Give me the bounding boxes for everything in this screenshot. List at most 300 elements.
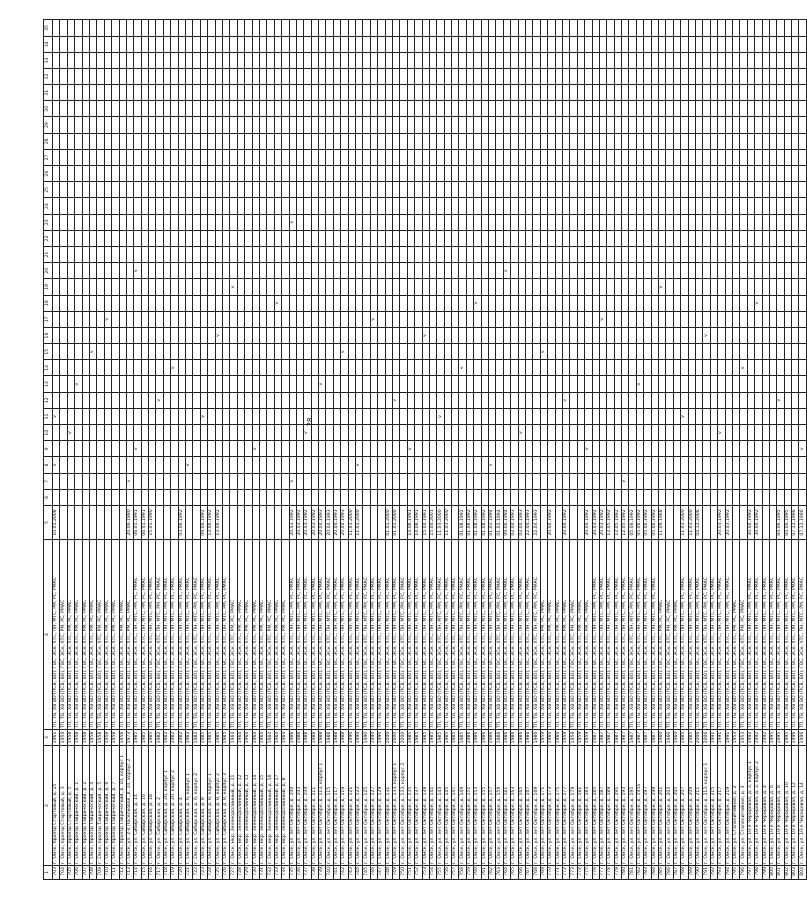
empty-cell <box>548 166 555 182</box>
empty-cell <box>348 36 355 52</box>
empty-cell <box>356 230 363 246</box>
empty-cell <box>695 360 702 376</box>
empty-cell <box>53 20 60 36</box>
empty-cell <box>496 279 503 295</box>
empty-cell <box>186 311 193 327</box>
empty-cell <box>348 68 355 84</box>
empty-cell <box>363 425 370 441</box>
empty-cell <box>378 376 385 392</box>
empty-cell <box>562 279 569 295</box>
empty-cell <box>163 85 170 101</box>
empty-cell <box>319 327 326 343</box>
empty-cell <box>363 214 370 230</box>
empty-cell <box>762 214 769 230</box>
empty-cell <box>134 360 141 376</box>
empty-cell <box>171 425 178 441</box>
empty-cell <box>363 52 370 68</box>
empty-cell <box>319 473 326 489</box>
empty-cell <box>452 36 459 52</box>
empty-cell <box>296 327 303 343</box>
empty-cell <box>651 425 658 441</box>
empty-cell <box>60 344 67 360</box>
empty-cell <box>592 85 599 101</box>
empty-cell <box>422 101 429 117</box>
cell-sys: ТП, ТВ, ХВ ВО (ПСВ, ВО), ГВС, ЭСн, ХТС, ПН, МТС, РМ, РС, РМАС <box>356 540 363 730</box>
cell-date: 20.04.1993 <box>319 506 326 540</box>
empty-cell <box>348 441 355 457</box>
empty-cell <box>511 85 518 101</box>
empty-cell <box>163 392 170 408</box>
empty-cell <box>296 376 303 392</box>
empty-cell <box>304 230 311 246</box>
empty-cell <box>89 473 96 489</box>
cell-year: 1990 <box>348 730 355 746</box>
empty-cell <box>466 247 473 263</box>
empty-cell <box>747 263 754 279</box>
empty-cell <box>452 85 459 101</box>
empty-cell <box>481 101 488 117</box>
empty-cell <box>222 230 229 246</box>
empty-cell <box>481 311 488 327</box>
empty-cell <box>673 101 680 117</box>
cell-year: 1985 <box>688 730 695 746</box>
empty-cell <box>208 52 215 68</box>
cell-date: 20.03.1992 <box>289 506 296 540</box>
empty-cell <box>156 36 163 52</box>
empty-cell <box>673 344 680 360</box>
empty-cell <box>356 408 363 424</box>
empty-cell <box>599 327 606 343</box>
empty-cell <box>304 198 311 214</box>
empty-cell <box>607 327 614 343</box>
empty-cell <box>644 408 651 424</box>
empty-cell <box>540 360 547 376</box>
empty-cell <box>636 441 643 457</box>
empty-cell <box>629 36 636 52</box>
empty-cell <box>274 149 281 165</box>
empty-cell <box>732 425 739 441</box>
empty-cell <box>200 182 207 198</box>
empty-cell <box>311 408 318 424</box>
empty-cell <box>134 85 141 101</box>
column-header: 11 <box>44 408 53 424</box>
check-mark: v <box>370 311 377 327</box>
empty-cell <box>97 101 104 117</box>
empty-cell <box>67 230 74 246</box>
empty-cell <box>319 247 326 263</box>
empty-cell <box>267 295 274 311</box>
empty-cell <box>466 214 473 230</box>
cell-year: 2000 <box>392 730 399 746</box>
empty-cell <box>688 230 695 246</box>
empty-cell <box>215 182 222 198</box>
empty-cell <box>186 149 193 165</box>
cell-n: 768 <box>533 866 540 880</box>
empty-cell <box>769 230 776 246</box>
empty-cell <box>481 36 488 52</box>
empty-cell <box>577 392 584 408</box>
empty-cell <box>119 263 126 279</box>
cell-addr: г. Омск, ул. Сталелитейная, д. 3 <box>740 746 747 866</box>
empty-cell <box>215 166 222 182</box>
empty-cell <box>274 425 281 441</box>
table-row <box>570 20 577 880</box>
empty-cell <box>252 425 259 441</box>
empty-cell <box>171 408 178 424</box>
empty-cell <box>296 247 303 263</box>
empty-cell <box>370 263 377 279</box>
empty-cell <box>562 473 569 489</box>
empty-cell <box>459 68 466 84</box>
cell-sys: ТП, ТВ, ХВ ВО (ПСВ, ВО), ГВС, ЭСн, ХТС, ПН, МТС, РМ, РС, РМАС <box>407 540 414 730</box>
empty-cell <box>400 344 407 360</box>
empty-cell <box>97 457 104 473</box>
empty-cell <box>762 360 769 376</box>
empty-cell <box>437 376 444 392</box>
cell-sys: ТП, ТВ, ХВ ВО (ПСВ, ВО), ГВС, ЭСн, ХТС, ПН, МТС, РМ, РС, РМАС <box>215 540 222 730</box>
empty-cell <box>577 279 584 295</box>
empty-cell <box>400 52 407 68</box>
cell-n: 786 <box>666 866 673 880</box>
cell-year: 1961 <box>53 730 60 746</box>
empty-cell <box>67 198 74 214</box>
empty-cell <box>193 68 200 84</box>
empty-cell <box>437 85 444 101</box>
empty-cell <box>415 117 422 133</box>
empty-cell <box>651 408 658 424</box>
empty-cell <box>208 441 215 457</box>
empty-cell <box>252 344 259 360</box>
cell-addr: г. Омск, ул. 10-я Чередовая, д. 4 <box>762 746 769 866</box>
empty-cell <box>533 360 540 376</box>
cell-date: 09.06.1994 <box>503 506 510 540</box>
cell-addr: г. Омск, ул. Сталелитейная, д. 2 <box>732 746 739 866</box>
empty-cell <box>67 263 74 279</box>
empty-cell <box>415 311 422 327</box>
empty-cell <box>511 327 518 343</box>
cell-n: 717 <box>156 866 163 880</box>
cell-addr: г. Омск, ул. лет Октября, д. 205 <box>673 746 680 866</box>
cell-sys: ТП, ТВ, ХВ ВО (ПСВ, ВО), ГВС, ЭСн, ХТС, ПН, МТС, РМ, РС, РМАС <box>415 540 422 730</box>
empty-cell <box>799 166 806 182</box>
empty-cell <box>599 68 606 84</box>
table-row <box>777 20 784 880</box>
empty-cell <box>703 360 710 376</box>
empty-cell <box>400 457 407 473</box>
empty-cell <box>747 295 754 311</box>
empty-cell <box>193 295 200 311</box>
empty-cell <box>237 85 244 101</box>
empty-cell <box>710 166 717 182</box>
empty-cell <box>585 230 592 246</box>
cell-year: 1985 <box>437 730 444 746</box>
empty-cell <box>82 295 89 311</box>
empty-cell <box>673 85 680 101</box>
empty-cell <box>540 441 547 457</box>
empty-cell <box>415 247 422 263</box>
empty-cell <box>333 36 340 52</box>
empty-cell <box>599 263 606 279</box>
cell-year: 1986 <box>526 730 533 746</box>
empty-cell <box>777 457 784 473</box>
cell-addr: г. Омск, ул. 2-я Поселковая, д. 10, корпус 2 <box>126 746 133 866</box>
empty-cell <box>474 311 481 327</box>
empty-cell <box>126 489 133 505</box>
empty-cell <box>695 214 702 230</box>
empty-cell <box>784 117 791 133</box>
empty-cell <box>126 441 133 457</box>
cell-addr: г. Омск, ул. лет Октября, д. 209 <box>688 746 695 866</box>
empty-cell <box>651 166 658 182</box>
empty-cell <box>577 247 584 263</box>
empty-cell <box>607 376 614 392</box>
empty-cell <box>718 473 725 489</box>
empty-cell <box>629 457 636 473</box>
empty-cell <box>474 133 481 149</box>
empty-cell <box>215 117 222 133</box>
empty-cell <box>274 117 281 133</box>
empty-cell <box>466 20 473 36</box>
empty-cell <box>607 457 614 473</box>
empty-cell <box>452 344 459 360</box>
empty-cell <box>296 214 303 230</box>
empty-cell <box>215 68 222 84</box>
empty-cell <box>60 263 67 279</box>
empty-cell <box>333 295 340 311</box>
check-mark: v <box>599 311 606 327</box>
empty-cell <box>333 344 340 360</box>
empty-cell <box>784 425 791 441</box>
empty-cell <box>799 344 806 360</box>
empty-cell <box>422 344 429 360</box>
empty-cell <box>156 263 163 279</box>
empty-cell <box>481 247 488 263</box>
empty-cell <box>429 311 436 327</box>
empty-cell <box>126 425 133 441</box>
empty-cell <box>725 344 732 360</box>
empty-cell <box>592 117 599 133</box>
empty-cell <box>267 441 274 457</box>
empty-cell <box>769 149 776 165</box>
empty-cell <box>296 473 303 489</box>
empty-cell <box>363 85 370 101</box>
empty-cell <box>718 198 725 214</box>
empty-cell <box>141 295 148 311</box>
cell-addr: г. Омск, ул. 10-я Чередовая, д. 8 <box>777 746 784 866</box>
cell-year: 1996 <box>799 730 806 746</box>
empty-cell <box>304 263 311 279</box>
empty-cell <box>222 344 229 360</box>
empty-cell <box>112 166 119 182</box>
empty-cell <box>348 295 355 311</box>
cell-date: 01.01.2000 <box>392 506 399 540</box>
empty-cell <box>570 85 577 101</box>
empty-cell <box>459 230 466 246</box>
empty-cell <box>341 133 348 149</box>
empty-cell <box>466 198 473 214</box>
empty-cell <box>149 376 156 392</box>
empty-cell <box>444 327 451 343</box>
empty-cell <box>437 489 444 505</box>
table-row <box>259 20 266 880</box>
empty-cell <box>577 20 584 36</box>
empty-cell <box>252 392 259 408</box>
empty-cell <box>747 182 754 198</box>
empty-cell <box>762 36 769 52</box>
cell-addr: г. Омск, ул. лет Октября, д. 117 <box>333 746 340 866</box>
empty-cell <box>703 344 710 360</box>
empty-cell <box>97 327 104 343</box>
empty-cell <box>725 133 732 149</box>
empty-cell <box>75 36 82 52</box>
empty-cell <box>636 327 643 343</box>
empty-cell <box>799 295 806 311</box>
empty-cell <box>503 214 510 230</box>
empty-cell <box>222 441 229 457</box>
empty-cell <box>259 441 266 457</box>
empty-cell <box>703 149 710 165</box>
empty-cell <box>511 198 518 214</box>
empty-cell <box>622 182 629 198</box>
empty-cell <box>703 166 710 182</box>
empty-cell <box>267 392 274 408</box>
empty-cell <box>607 263 614 279</box>
empty-cell <box>681 20 688 36</box>
cell-date <box>555 506 562 540</box>
empty-cell <box>341 247 348 263</box>
empty-cell <box>400 20 407 36</box>
empty-cell <box>599 441 606 457</box>
empty-cell <box>622 20 629 36</box>
empty-cell <box>97 20 104 36</box>
empty-cell <box>141 85 148 101</box>
empty-cell <box>429 149 436 165</box>
empty-cell <box>385 263 392 279</box>
empty-cell <box>747 85 754 101</box>
empty-cell <box>437 441 444 457</box>
empty-cell <box>599 489 606 505</box>
empty-cell <box>112 408 119 424</box>
empty-cell <box>415 441 422 457</box>
empty-cell <box>548 52 555 68</box>
empty-cell <box>333 457 340 473</box>
empty-cell <box>75 295 82 311</box>
cell-n: 803 <box>792 866 799 880</box>
empty-cell <box>585 117 592 133</box>
empty-cell <box>518 214 525 230</box>
empty-cell <box>119 20 126 36</box>
empty-cell <box>319 133 326 149</box>
empty-cell <box>636 101 643 117</box>
empty-cell <box>577 473 584 489</box>
empty-cell <box>178 344 185 360</box>
cell-addr: г. Омск, ул. Сибирская, д. 8, корпус 2 <box>215 746 222 866</box>
empty-cell <box>186 133 193 149</box>
empty-cell <box>718 68 725 84</box>
empty-cell <box>259 279 266 295</box>
cell-sys: ТП, ТВ, ХВ ВО (ПСВ, ВО), ГВС, ЭСн, ХТС, ПН, МТС, РМ, РС, РМАС <box>392 540 399 730</box>
cell-date: 22.04.1993 <box>526 506 533 540</box>
empty-cell <box>407 20 414 36</box>
empty-cell <box>452 133 459 149</box>
empty-cell <box>503 360 510 376</box>
empty-cell <box>333 20 340 36</box>
empty-cell <box>496 327 503 343</box>
empty-cell <box>681 52 688 68</box>
empty-cell <box>599 360 606 376</box>
empty-cell <box>392 214 399 230</box>
empty-cell <box>385 311 392 327</box>
empty-cell <box>518 166 525 182</box>
empty-cell <box>311 473 318 489</box>
cell-sys: ТП, ТВ, ХВ ВО (ПСВ, ВО), ГВС, ЭСн, ХТС, ПН, МТС, РМ, РС, РМАС <box>459 540 466 730</box>
cell-addr: г. Омск, ул. лет Октября, д. 147 <box>452 746 459 866</box>
check-mark: v <box>777 392 784 408</box>
empty-cell <box>503 376 510 392</box>
empty-cell <box>53 247 60 263</box>
empty-cell <box>341 425 348 441</box>
table-row <box>156 20 163 880</box>
empty-cell <box>622 311 629 327</box>
empty-cell <box>452 425 459 441</box>
empty-cell <box>562 457 569 473</box>
empty-cell <box>311 20 318 36</box>
empty-cell <box>526 376 533 392</box>
empty-cell <box>570 52 577 68</box>
empty-cell <box>526 247 533 263</box>
empty-cell <box>562 441 569 457</box>
check-mark: v <box>799 441 806 457</box>
empty-cell <box>126 263 133 279</box>
column-header: 7 <box>44 473 53 489</box>
empty-cell <box>126 52 133 68</box>
empty-cell <box>548 441 555 457</box>
empty-cell <box>607 166 614 182</box>
empty-cell <box>222 489 229 505</box>
empty-cell <box>415 376 422 392</box>
empty-cell <box>481 133 488 149</box>
empty-cell <box>555 425 562 441</box>
empty-cell <box>792 166 799 182</box>
cell-addr: г. Омск, ул. лет Октября, д. 135 <box>407 746 414 866</box>
empty-cell <box>82 392 89 408</box>
empty-cell <box>186 327 193 343</box>
empty-cell <box>429 36 436 52</box>
cell-year: 1985 <box>134 730 141 746</box>
empty-cell <box>75 441 82 457</box>
empty-cell <box>784 247 791 263</box>
empty-cell <box>614 182 621 198</box>
cell-addr: г. Омск, мкр. Зеленодолинный, д. 8 <box>282 746 289 866</box>
empty-cell <box>503 489 510 505</box>
empty-cell <box>259 392 266 408</box>
empty-cell <box>695 230 702 246</box>
empty-cell <box>540 311 547 327</box>
cell-date <box>97 506 104 540</box>
empty-cell <box>378 360 385 376</box>
empty-cell <box>356 214 363 230</box>
empty-cell <box>644 327 651 343</box>
empty-cell <box>644 198 651 214</box>
empty-cell <box>703 85 710 101</box>
empty-cell <box>156 425 163 441</box>
empty-cell <box>230 101 237 117</box>
empty-cell <box>496 214 503 230</box>
cell-date: 12.05.1992 <box>622 506 629 540</box>
empty-cell <box>518 489 525 505</box>
cell-year: 1986 <box>489 730 496 746</box>
cell-n: 763 <box>496 866 503 880</box>
